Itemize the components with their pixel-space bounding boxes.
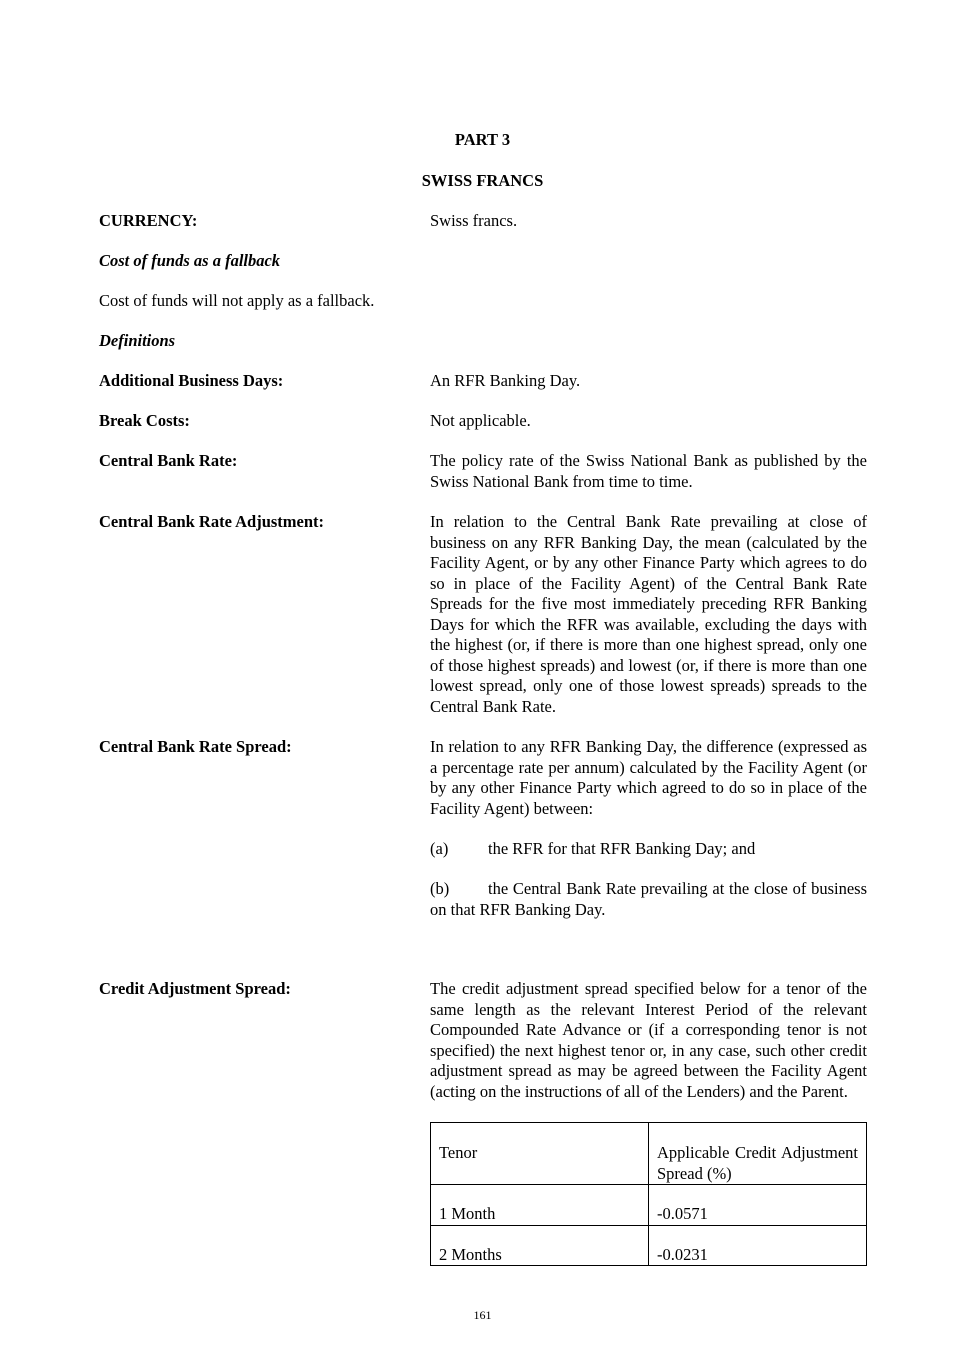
table-row (431, 1225, 867, 1266)
central-bank-rate-adjustment-label: Central Bank Rate Adjustment: (99, 512, 325, 531)
additional-business-days-label: Additional Business Days: (99, 371, 284, 390)
definitions-heading: Definitions (99, 331, 176, 350)
table-cell-spread: -0.0571 (649, 1185, 867, 1226)
central-bank-rate-adjustment-value: In relation to the Central Bank Rate prevailing at close of business on any RFR Banking Day, the mean (calculated by the Facility Agent, or by any other Finance Party which agrees to do so in place of the Facility Agent) of the Central Bank Rate Spreads for the five most immediately preceding RFR Banking Days for which the RFR was available, excluding the days with the highest (or, if there is more than one highest spread, only one of those highest spreads) and lowest (or, if there is more than one lowest spread, only one of those lowest spreads) spreads to the Central Bank Rate. (430, 512, 867, 716)
fallback-heading: Cost of funds as a fallback (99, 251, 281, 270)
break-costs-value: Not applicable. (430, 411, 531, 430)
additional-business-days-value: An RFR Banking Day. (430, 371, 581, 390)
currency-label: CURRENCY: (99, 211, 198, 230)
table-cell-spread: -0.0231 (649, 1225, 867, 1266)
spread-item-a-marker: (a) (430, 839, 449, 858)
break-costs-label: Break Costs: (99, 411, 190, 430)
table-header-spread-text: Applicable Credit Adjustment Spread (%) (657, 1143, 858, 1183)
table-header-spread (649, 1123, 867, 1185)
spread-item-b-text: the Central Bank Rate prevailing at the close of business on that RFR Banking Day. (430, 879, 867, 919)
page-number: 161 (473, 1308, 492, 1322)
fallback-text: Cost of funds will not apply as a fallback. (99, 291, 375, 310)
section-title: SWISS FRANCS (421, 171, 544, 190)
table-header-tenor: Tenor (431, 1123, 649, 1185)
part-number: PART 3 (454, 130, 511, 149)
spread-item-b-marker: (b) (430, 879, 450, 898)
central-bank-rate-spread-label: Central Bank Rate Spread: (99, 737, 292, 756)
credit-adjustment-spread-value: The credit adjustment spread specified below for a tenor of the same length as the relevant Interest Period of the relevant Compounded Rate Advance or (if a corresponding tenor is not specified) the next highest tenor or, in any case, such other credit adjustment spread as may be agreed between the Facility Agent (acting on the instructions of all of the Lenders) and the Parent. (430, 979, 867, 1101)
currency-value: Swiss francs. (430, 211, 518, 230)
table-header-row (431, 1123, 867, 1185)
table-cell-tenor: 2 Months (431, 1225, 649, 1266)
central-bank-rate-value: The policy rate of the Swiss National Bank as published by the Swiss National Bank from time to time. (430, 451, 867, 491)
central-bank-rate-spread-value: In relation to any RFR Banking Day, the difference (expressed as a percentage rate per annum) calculated by the Facility Agent (or by any other Finance Party which agreed to do so in place of the Facility Agent) between: (430, 737, 867, 818)
credit-adjustment-spread-label: Credit Adjustment Spread: (99, 979, 291, 998)
spread-item-a-text: the RFR for that RFR Banking Day; and (488, 839, 756, 858)
credit-adjustment-spread-table (430, 1122, 867, 1266)
table-row (431, 1185, 867, 1226)
spread-item-b (430, 879, 867, 920)
table-cell-tenor: 1 Month (431, 1185, 649, 1226)
central-bank-rate-label: Central Bank Rate: (99, 451, 238, 470)
spread-item-a (430, 839, 867, 860)
